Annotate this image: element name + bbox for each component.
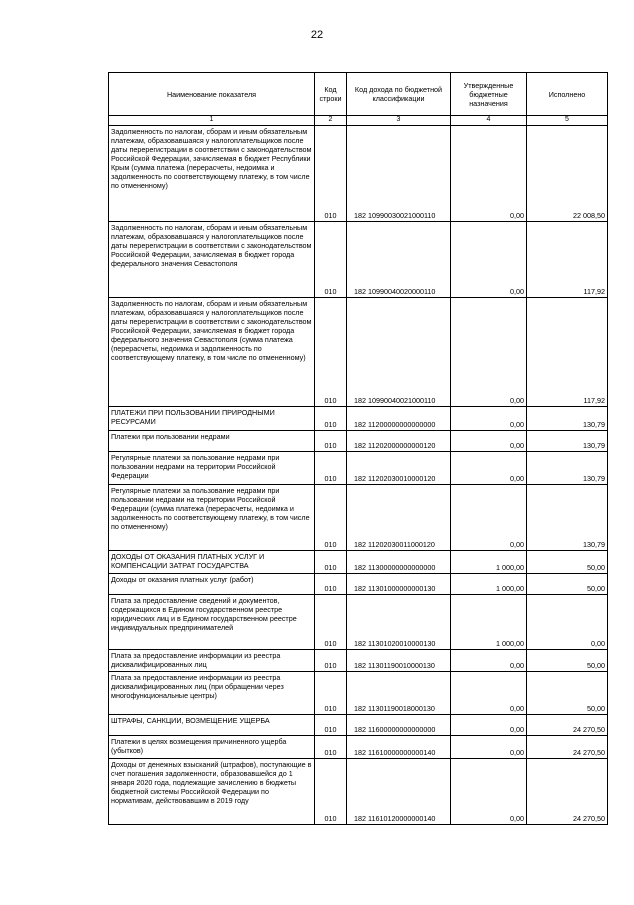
row-income-code: 182 11610000000000140 <box>347 736 451 759</box>
row-income-code: 182 11301190010000130 <box>347 650 451 672</box>
column-number: 2 <box>315 116 347 126</box>
row-executed: 24 270,50 <box>527 759 608 825</box>
row-name: Плата за предоставление информации из реестра дисквалифицированных лиц <box>109 650 315 672</box>
row-name: Платежи в целях возмещения причиненного ущерба (убытков) <box>109 736 315 759</box>
table-row <box>109 222 608 298</box>
row-income-code: 182 11200000000000000 <box>347 407 451 431</box>
row-approved: 0,00 <box>451 126 527 222</box>
row-name: Задолженность по налогам, сборам и иным обязательным платежам, образовавшаяся у налогоплательщиков после даты перерегистрации в соответствии с законодательством Российской Федерации, зачисляемая в бюджет города федерального значения Севастополя <box>109 222 315 298</box>
column-number: 3 <box>347 116 451 126</box>
row-name: Регулярные платежи за пользование недрами при пользовании недрами на территории Российской Федерации (сумма платежа (перерасчеты, недоимка и задолженность по соответствующему платежу, в том числе по отмененному) <box>109 485 315 551</box>
row-executed: 50,00 <box>527 650 608 672</box>
row-line-code: 010 <box>315 452 347 485</box>
row-income-code: 182 11600000000000000 <box>347 715 451 736</box>
row-approved: 1 000,00 <box>451 595 527 650</box>
row-executed: 130,79 <box>527 452 608 485</box>
table-row <box>109 551 608 574</box>
table-row <box>109 574 608 595</box>
row-name: Платежи при пользовании недрами <box>109 431 315 452</box>
row-line-code: 010 <box>315 574 347 595</box>
table-row <box>109 407 608 431</box>
table-row <box>109 595 608 650</box>
table-row <box>109 650 608 672</box>
row-name: Задолженность по налогам, сборам и иным обязательным платежам, образовавшаяся у налогоплательщиков после даты перерегистрации в соответствии с законодательством Российской Федерации, зачисляемая в бюджет Республики Крым (сумма платежа (перерасчеты, недоимка и задолженность по соответствующему платежу, в том числе по отмененному) <box>109 126 315 222</box>
row-name: Доходы от оказания платных услуг (работ) <box>109 574 315 595</box>
row-executed: 130,79 <box>527 431 608 452</box>
row-name: Плата за предоставление сведений и документов, содержащихся в Едином государственном реестре юридических лиц и в Едином государственном реестре индивидуальных предпринимателей <box>109 595 315 650</box>
row-income-code: 182 10990040021000110 <box>347 298 451 407</box>
row-line-code: 010 <box>315 431 347 452</box>
header-name: Наименование показателя <box>109 73 315 116</box>
row-executed: 50,00 <box>527 672 608 715</box>
budget-report-table <box>108 72 608 825</box>
row-approved: 0,00 <box>451 407 527 431</box>
row-line-code: 010 <box>315 650 347 672</box>
row-executed: 130,79 <box>527 485 608 551</box>
row-line-code: 010 <box>315 551 347 574</box>
column-number: 5 <box>527 116 608 126</box>
row-executed: 0,00 <box>527 595 608 650</box>
column-number-row <box>109 116 608 126</box>
row-approved: 1 000,00 <box>451 551 527 574</box>
header-executed: Исполнено <box>527 73 608 116</box>
row-approved: 0,00 <box>451 650 527 672</box>
row-income-code: 182 10990040020000110 <box>347 222 451 298</box>
row-executed: 117,92 <box>527 222 608 298</box>
table-row <box>109 431 608 452</box>
row-name: ПЛАТЕЖИ ПРИ ПОЛЬЗОВАНИИ ПРИРОДНЫМИ РЕСУРСАМИ <box>109 407 315 431</box>
row-line-code: 010 <box>315 222 347 298</box>
row-approved: 0,00 <box>451 431 527 452</box>
row-name: Регулярные платежи за пользование недрами при пользовании недрами на территории Российской Федерации <box>109 452 315 485</box>
row-line-code: 010 <box>315 672 347 715</box>
row-executed: 24 270,50 <box>527 715 608 736</box>
row-approved: 1 000,00 <box>451 574 527 595</box>
table-row <box>109 126 608 222</box>
row-approved: 0,00 <box>451 715 527 736</box>
row-executed: 24 270,50 <box>527 736 608 759</box>
row-name: ШТРАФЫ, САНКЦИИ, ВОЗМЕЩЕНИЕ УЩЕРБА <box>109 715 315 736</box>
table-row <box>109 672 608 715</box>
row-executed: 117,92 <box>527 298 608 407</box>
row-approved: 0,00 <box>451 222 527 298</box>
row-executed: 130,79 <box>527 407 608 431</box>
table-row <box>109 298 608 407</box>
row-name: Доходы от денежных взысканий (штрафов), поступающие в счет погашения задолженности, образовавшейся до 1 января 2020 года, подлежащие зачислению в бюджеты бюджетной системы Российской Федерации по нормативам, действовавшим в 2019 году <box>109 759 315 825</box>
table-row <box>109 452 608 485</box>
row-income-code: 182 11610120000000140 <box>347 759 451 825</box>
row-executed: 22 008,50 <box>527 126 608 222</box>
row-approved: 0,00 <box>451 298 527 407</box>
header-approved: Утвержденные бюджетные назначения <box>451 73 527 116</box>
row-line-code: 010 <box>315 715 347 736</box>
header-income-code: Код дохода по бюджетной классификации <box>347 73 451 116</box>
row-income-code: 182 11301020010000130 <box>347 595 451 650</box>
row-line-code: 010 <box>315 595 347 650</box>
row-line-code: 010 <box>315 298 347 407</box>
row-income-code: 182 11202030011000120 <box>347 485 451 551</box>
row-income-code: 182 11300000000000000 <box>347 551 451 574</box>
column-number: 4 <box>451 116 527 126</box>
table-header-row <box>109 73 608 116</box>
row-line-code: 010 <box>315 759 347 825</box>
row-name: Плата за предоставление информации из реестра дисквалифицированных лиц (при обращении через многофункциональные центры) <box>109 672 315 715</box>
row-executed: 50,00 <box>527 574 608 595</box>
row-line-code: 010 <box>315 736 347 759</box>
row-line-code: 010 <box>315 126 347 222</box>
row-approved: 0,00 <box>451 736 527 759</box>
row-income-code: 182 11301000000000130 <box>347 574 451 595</box>
row-approved: 0,00 <box>451 672 527 715</box>
row-approved: 0,00 <box>451 452 527 485</box>
row-income-code: 182 11202000000000120 <box>347 431 451 452</box>
row-approved: 0,00 <box>451 485 527 551</box>
row-executed: 50,00 <box>527 551 608 574</box>
row-income-code: 182 11202030010000120 <box>347 452 451 485</box>
row-line-code: 010 <box>315 407 347 431</box>
row-income-code: 182 10990030021000110 <box>347 126 451 222</box>
table-row <box>109 736 608 759</box>
header-line-code: Код строки <box>315 73 347 116</box>
column-number: 1 <box>109 116 315 126</box>
row-approved: 0,00 <box>451 759 527 825</box>
table-row <box>109 715 608 736</box>
row-income-code: 182 11301190018000130 <box>347 672 451 715</box>
row-name: Задолженность по налогам, сборам и иным обязательным платежам, образовавшаяся у налогоплательщиков после даты перерегистрации в соответствии с законодательством Российской Федерации, зачисляемая в бюджет города федерального значения Севастополя (сумма платежа (перерасчеты, недоимка и задолженность по соответствующему платежу, в том числе по отмененному) <box>109 298 315 407</box>
table-row <box>109 485 608 551</box>
row-name: ДОХОДЫ ОТ ОКАЗАНИЯ ПЛАТНЫХ УСЛУГ И КОМПЕНСАЦИИ ЗАТРАТ ГОСУДАРСТВА <box>109 551 315 574</box>
row-line-code: 010 <box>315 485 347 551</box>
table-row <box>109 759 608 825</box>
page-number: 22 <box>310 29 324 41</box>
